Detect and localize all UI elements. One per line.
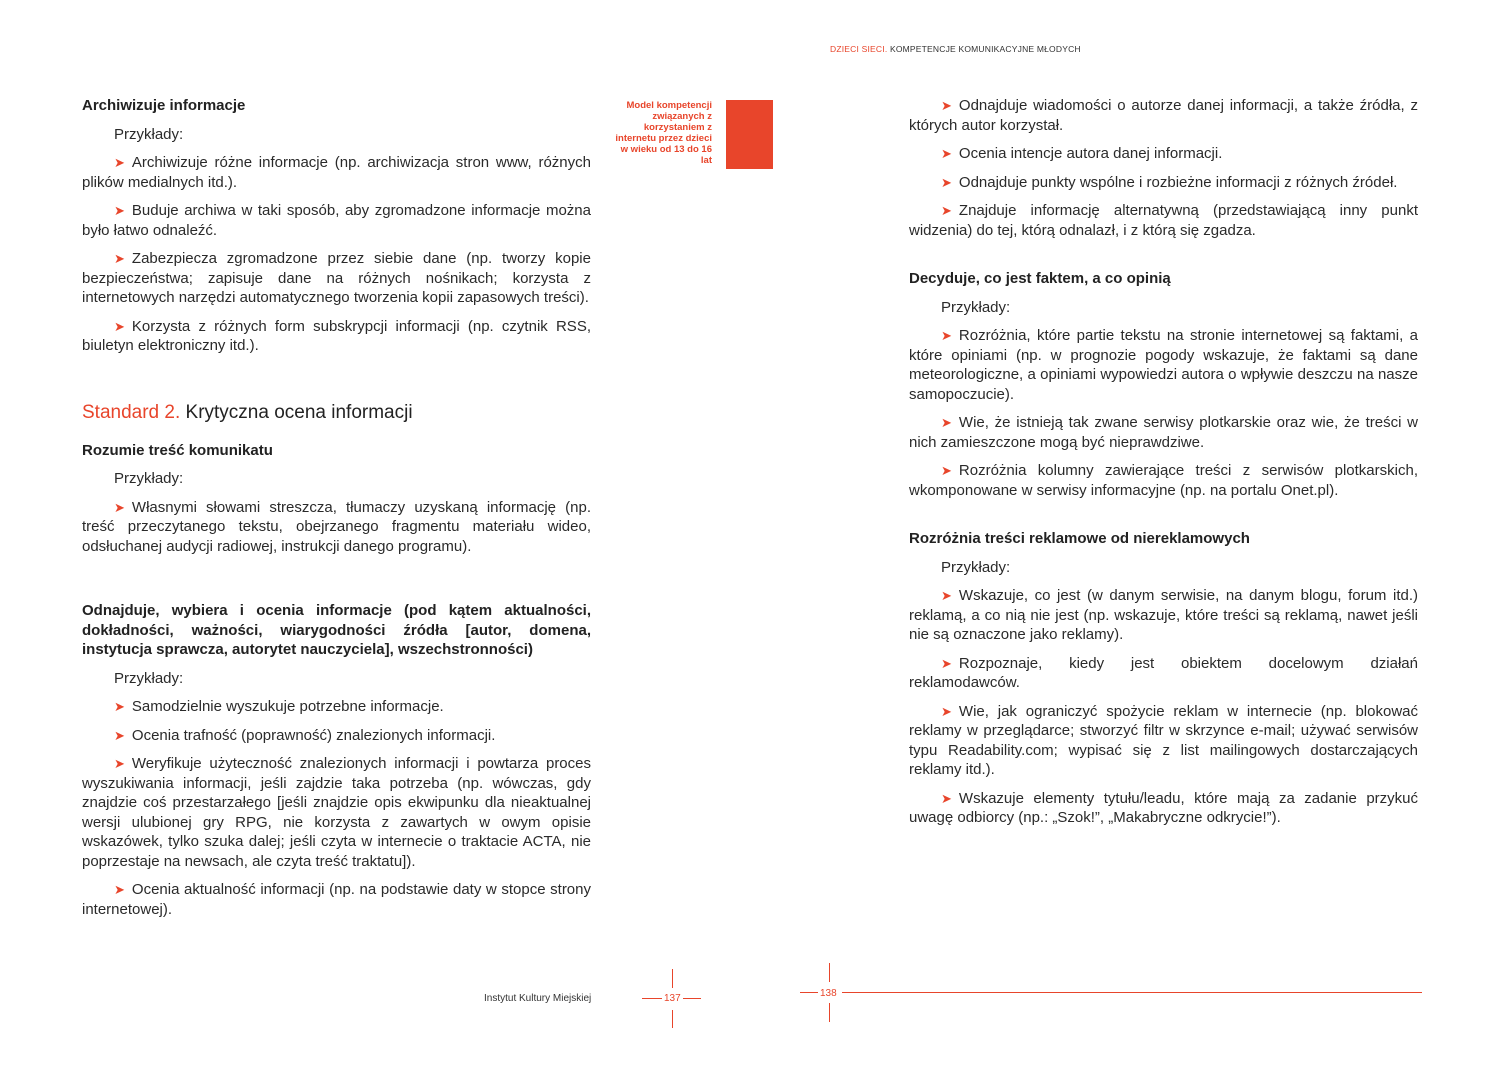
examples-label: Przykłady:: [941, 298, 1011, 316]
arrow-bullet-icon: ➤: [114, 882, 125, 897]
list-item: ➤ Odnajduje wiadomości o autorze danej informacji, a także źródła, z których autor korzystał.: [909, 97, 1418, 134]
list-item: ➤ Korzysta z różnych form subskrypcji informacji (np. czytnik RSS, biuletyn elektroniczny itd.).: [82, 317, 591, 354]
list-item: ➤ Buduje archiwa w taki sposób, aby zgromadzone informacje można było łatwo odnaleźć.: [82, 202, 591, 239]
list-item: ➤ Wie, jak ograniczyć spożycie reklam w internecie (np. blokować reklamy w przeglądarce; stworzyć filtr w skrzynce e-mail; używać serwisów typu Readability.com; wypisać się z list mailingowych dostarczających reklamy itd.).: [909, 702, 1418, 778]
running-head-text: KOMPETENCJE KOMUNIKACYJNE MŁODYCH: [889, 44, 1081, 54]
arrow-bullet-icon: ➤: [941, 174, 952, 190]
sidebar-color-bar: [726, 100, 773, 169]
footer-rule: [672, 969, 673, 988]
list-item: ➤ Własnymi słowami streszcza, tłumaczy uzyskaną informację (np. treść przeczytanego tekstu, obejrzanego fragmentu materiału wideo, odsłuchanej audycji radiowej, instrukcji danego programu).: [82, 498, 591, 555]
arrow-bullet-icon: ➤: [114, 318, 125, 334]
footer-rule: [829, 1003, 830, 1022]
list-item: ➤ Weryfikuje użyteczność znalezionych informacji i powtarza proces wyszukiwania informacji, jeśli zajdzie taka potrzeba (np. wówczas, gdy znajdzie coś przestarzałego [jeśli znajdzie opis ekwipunku dla nieaktualnej wersji ulubionej gry RPG, nie korzysta z zawartych w owym opisie wskazówek, tylko szuka dalej; jeśli czyta w internecie o traktacie ACTA, nie poprzestaje na newsach, ale czyta treść traktatu]).: [82, 755, 591, 870]
arrow-bullet-icon: ➤: [114, 251, 125, 266]
list-item: ➤ Archiwizuje różne informacje (np. archiwizacja stron www, różnych plików medialnych itd.).: [82, 154, 591, 191]
section-heading-archiwizuje: Archiwizuje informacje: [82, 97, 246, 114]
page-number-left: 137: [664, 993, 681, 1004]
sidebar-label: Model kompetencji związanych z korzystaniem z internetu przez dzieci w wieku od 13 do 16 lat: [615, 100, 712, 166]
arrow-bullet-icon: ➤: [114, 203, 125, 218]
arrow-bullet-icon: ➤: [941, 146, 952, 161]
arrow-bullet-icon: ➤: [114, 155, 125, 170]
list-item: ➤ Rozpoznaje, kiedy jest obiektem docelowym działań reklamodawców.: [909, 654, 1418, 691]
arrow-bullet-icon: ➤: [941, 655, 952, 671]
list-item: ➤ Rozróżnia, które partie tekstu na stronie internetowej są faktami, a które opiniami (np. w prognozie pogody wskazuje, że faktami są dane meteorologiczne, a opiniami wypowiedzi autora o wpływie deszczu na nasze samopoczucie).: [909, 327, 1418, 403]
running-head: [830, 44, 1081, 54]
standard-number: Standard 2.: [82, 401, 181, 423]
footer-rule: [642, 998, 662, 999]
list-item: ➤ Wskazuje, co jest (w danym serwisie, na danym blogu, forum itd.) reklamą, a co nią nie jest (np. wskazuje, które treści są reklamą, nawet jeśli nie są oznaczone jako reklamy).: [909, 587, 1418, 643]
list-item: ➤ Ocenia intencje autora danej informacji.: [941, 145, 1223, 162]
list-item: ➤ Wskazuje elementy tytułu/leadu, które mają za zadanie przykuć uwagę odbiorcy (np.: „Szok!”, „Makabryczne odkrycie!”).: [909, 789, 1418, 826]
examples-label: Przykłady:: [114, 669, 184, 687]
footer-rule: [683, 998, 701, 999]
running-head-accent: DZIECI SIECI.: [830, 44, 888, 54]
list-item: ➤ Odnajduje punkty wspólne i rozbieżne informacji z różnych źródeł.: [941, 173, 1398, 191]
arrow-bullet-icon: ➤: [941, 328, 952, 343]
standard-title: [82, 401, 591, 425]
footer-rule: [829, 963, 830, 982]
section-heading-decyduje: Decyduje, co jest faktem, a co opinią: [909, 270, 1171, 287]
footer-rule: [800, 992, 818, 993]
section-heading-odnajduje: Odnajduje, wybiera i ocenia informacje (pod kątem aktualności, dokładności, ważności, wiarygodności źródła [autor, domena, instytucja sprawcza, autorytet nauczyciela], wszechstronności): [82, 602, 591, 658]
list-item: ➤ Ocenia aktualność informacji (np. na podstawie daty w stopce strony internetowej).: [82, 881, 591, 918]
arrow-bullet-icon: ➤: [941, 588, 952, 603]
list-item: ➤ Ocenia trafność (poprawność) znalezionych informacji.: [114, 726, 496, 744]
footer-rule: [842, 992, 1422, 993]
arrow-bullet-icon: ➤: [941, 703, 952, 719]
list-item: ➤ Znajduje informację alternatywną (przedstawiającą inny punkt widzenia) do tej, którą odnalazł, i z którą się zgadza.: [909, 202, 1418, 239]
list-item: ➤ Samodzielnie wyszukuje potrzebne informacje.: [114, 698, 444, 715]
arrow-bullet-icon: ➤: [941, 463, 952, 478]
examples-label: Przykłady:: [941, 558, 1011, 576]
list-item: ➤ Zabezpiecza zgromadzone przez siebie dane (np. tworzy kopie bezpieczeństwa; zapisuje dane na różnych nośnikach; korzysta z internetowych narzędzi automatycznego tworzenia kopii zapasowych treści).: [82, 250, 591, 306]
page-number-right: 138: [820, 988, 837, 999]
left-page-column: [82, 96, 591, 928]
arrow-bullet-icon: ➤: [941, 415, 952, 430]
arrow-bullet-icon: ➤: [941, 98, 952, 113]
arrow-bullet-icon: ➤: [114, 499, 125, 515]
section-heading-reklamy: Rozróżnia treści reklamowe od niereklamowych: [909, 530, 1250, 547]
right-page-column: [909, 96, 1418, 837]
section-heading-rozumie: Rozumie treść komunikatu: [82, 441, 273, 459]
list-item: ➤ Wie, że istnieją tak zwane serwisy plotkarskie oraz wie, że treści w nich zamieszczone mogą być nieprawdziwe.: [909, 414, 1418, 451]
arrow-bullet-icon: ➤: [114, 727, 125, 743]
arrow-bullet-icon: ➤: [114, 699, 125, 714]
arrow-bullet-icon: ➤: [114, 756, 125, 771]
arrow-bullet-icon: ➤: [941, 203, 952, 218]
arrow-bullet-icon: ➤: [941, 790, 952, 806]
examples-label: Przykłady:: [114, 125, 184, 143]
footer-publisher: Instytut Kultury Miejskiej: [484, 993, 592, 1004]
examples-label: Przykłady:: [114, 470, 184, 487]
list-item: ➤ Rozróżnia kolumny zawierające treści z serwisów plotkarskich, wkomponowane w serwisy informacyjne (np. na portalu Onet.pl).: [909, 462, 1418, 499]
footer-rule: [672, 1010, 673, 1028]
standard-name: Krytyczna ocena informacji: [185, 401, 413, 423]
